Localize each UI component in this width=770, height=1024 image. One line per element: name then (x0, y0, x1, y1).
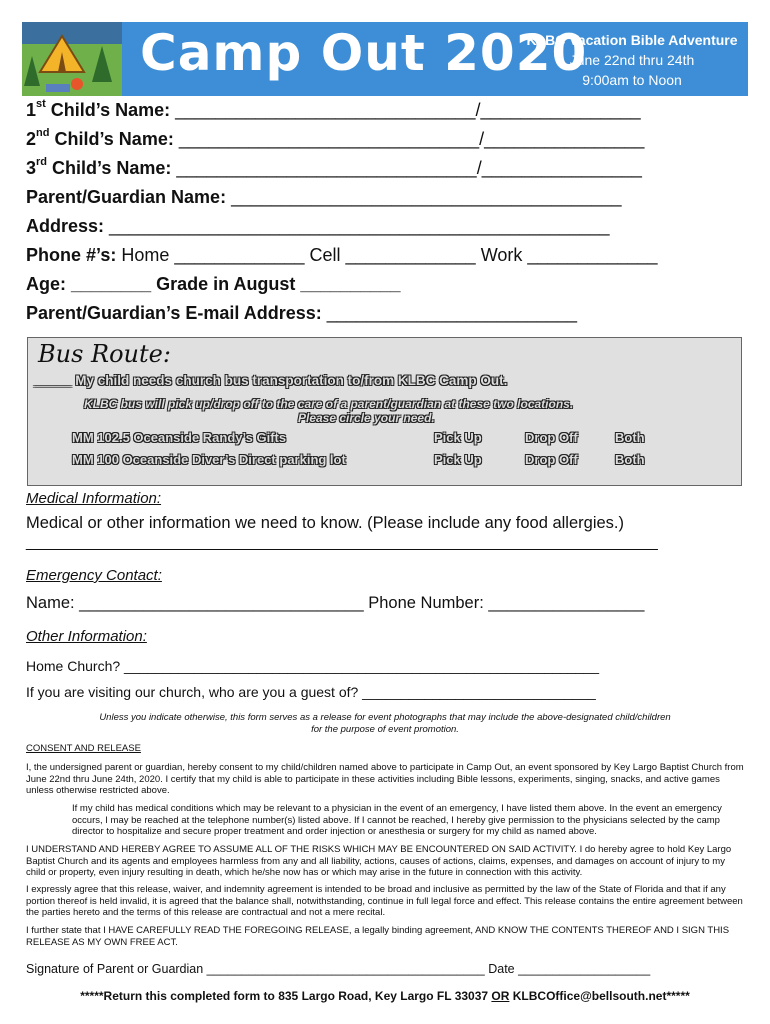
campsite-illustration (22, 22, 122, 96)
parent-name-field[interactable]: Parent/Guardian Name: _______________________________________ (26, 187, 622, 207)
email-field[interactable]: Parent/Guardian’s E-mail Address: _________________________ (26, 303, 578, 323)
liability-paragraph: I UNDERSTAND AND HEREBY AGREE TO ASSUME ALL OF THE RISKS WHICH MAY BE ENCOUNTERED ON SAID ACTIVITY. I do hereby agree to hold Key Largo Baptist Church and its agents and employees harmless from any and all liability, actions, causes of actions, claims, expenses, and damages on account of injury to my child or property, even injury resulting in death, which he/she now has or which may arise in the future in connection with this activity. (26, 844, 732, 878)
event-time: 9:00am to Noon (582, 72, 682, 88)
pick-up-option[interactable]: Pick Up (434, 430, 482, 445)
return-instructions: *****Return this completed form to 835 Largo Road, Key Largo FL 33037 OR KLBCOffice@bellsouth.net***** (80, 989, 690, 1003)
bus-need-line[interactable]: _____ My child needs church bus transportation to/from KLBC Camp Out. (34, 373, 508, 388)
medical-prompt: Medical or other information we need to know. (Please include any food allergies.) (26, 514, 624, 532)
event-info (522, 30, 742, 90)
acknowledgement-paragraph: I further state that I HAVE CAREFULLY READ THE FOREGOING RELEASE, a legally binding agreement, AND KNOW THE CONTENTS THEREOF AND I SIGN THIS RELEASE AS MY OWN FREE ACT. (26, 925, 730, 948)
phone-field[interactable]: Phone #’s: Home _____________ Cell _____________ Work _____________ (26, 245, 658, 265)
guest-of-field[interactable]: If you are visiting our church, who are you a guest of? ______________________________ (26, 684, 596, 700)
address-field[interactable]: Address: __________________________________________________ (26, 216, 610, 236)
signature-field[interactable]: Signature of Parent or Guardian ________________________________________ Date ___________________ (26, 962, 651, 976)
event-name: KLBC Vacation Bible Adventure (526, 32, 738, 48)
bus-stop-name: MM 102.5 Oceanside Randy’s Gifts (72, 430, 287, 445)
medical-heading: Medical Information: (26, 490, 162, 507)
pick-up-option[interactable]: Pick Up (434, 452, 482, 467)
other-heading: Other Information: (26, 628, 147, 645)
child2-field[interactable]: 2nd Child’s Name: ______________________________/________________ (26, 127, 645, 149)
medical-consent-paragraph: If my child has medical conditions which may be relevant to a physician in the event of an emergency, I have listed them above. In the event an emergency occurs, I may be reached at the telephone number(s) listed above. If I cannot be reached, I hereby give permission to the physicians selected by the camp director to hospitalize and secure proper treatment and order injection or anesthesia or surgery for my child as named above. (72, 803, 722, 837)
both-option[interactable]: Both (615, 452, 645, 467)
home-church-field[interactable]: Home Church? _____________________________________________________________ (26, 658, 599, 674)
age-grade-field[interactable]: Age: ________ Grade in August __________ (26, 274, 401, 294)
child1-field[interactable]: 1st Child’s Name: ______________________________/________________ (26, 98, 641, 120)
consent-paragraph: I, the undersigned parent or guardian, hereby consent to my child/children named above to participate in Camp Out, an event sponsored by Key Largo Baptist Church from June 22nd thru June 24th, 2020. I certify that my child is able to participate in these activities including Bible lessons, experiments, singing, snacks, and active games unless otherwise restricted above. (26, 762, 744, 796)
both-option[interactable]: Both (615, 430, 645, 445)
bus-note: KLBC bus will pick up/drop off to the care of a parent/guardian at these two locations. (84, 397, 574, 411)
drop-off-option[interactable]: Drop Off (525, 452, 578, 467)
photo-release-note: Unless you indicate otherwise, this form serves as a release for event photographs that may include the above-designated child/children for the purpose of event promotion. (99, 712, 671, 735)
bus-note-circle: Please circle your need. (298, 411, 435, 425)
consent-heading: CONSENT AND RELEASE (26, 743, 141, 754)
header-banner (22, 22, 748, 96)
child3-field[interactable]: 3rd Child’s Name: ______________________________/________________ (26, 156, 642, 178)
indemnity-paragraph: I expressly agree that this release, waiver, and indemnity agreement is intended to be broad and inclusive as permitted by the law of the State of Florida and that if any portion thereof is held invalid, it is agreed that the balance shall, notwithstanding, continue in full legal force and effect. This release contains the entire agreement between the parties hereto and the terms of this release are contractual and not a mere recital. (26, 884, 743, 918)
bus-stop-name: MM 100 Oceanside Diver’s Direct parking lot (72, 452, 346, 467)
bus-route-heading: Bus Route: (38, 340, 171, 368)
drop-off-option[interactable]: Drop Off (525, 430, 578, 445)
emergency-contact-field[interactable]: Name: _______________________________ Phone Number: _________________ (26, 594, 645, 612)
medical-line[interactable]: _______________________________________________________________________ (26, 534, 658, 551)
event-dates: June 22nd thru 24th (569, 52, 695, 68)
emergency-heading: Emergency Contact: (26, 567, 162, 584)
page-title: Camp Out 2020 (140, 24, 588, 82)
